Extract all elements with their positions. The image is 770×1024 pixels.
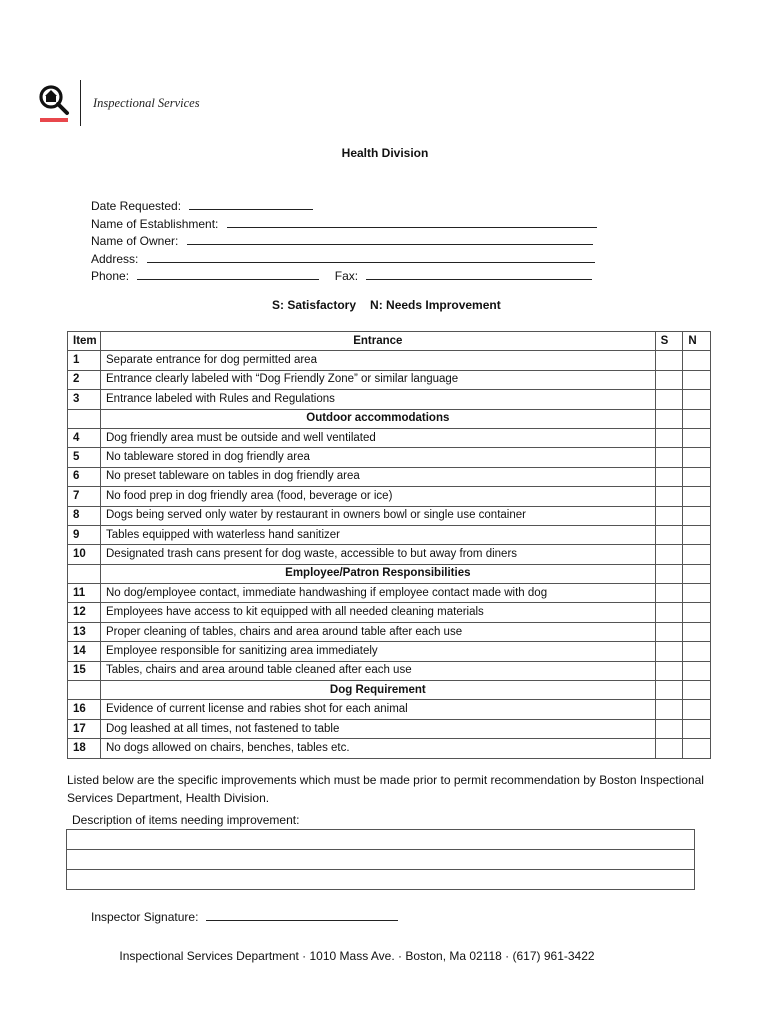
item-description: Designated trash cans present for dog waste, accessible to but away from diners (101, 545, 656, 564)
checklist-row (68, 719, 711, 738)
item-number: 12 (68, 603, 101, 622)
item-number: 5 (68, 448, 101, 467)
needs-improvement-checkbox-cell[interactable] (683, 506, 711, 525)
fax-label: Fax: (334, 269, 359, 283)
checklist-body (68, 332, 711, 759)
n-cell (683, 564, 711, 583)
logo (38, 80, 238, 128)
satisfactory-checkbox-cell[interactable] (655, 351, 683, 370)
item-number: 11 (68, 584, 101, 603)
item-column-header: Item (68, 332, 101, 351)
satisfactory-checkbox-cell[interactable] (655, 661, 683, 680)
item-number: 2 (68, 370, 101, 389)
checklist-row (68, 642, 711, 661)
checklist-row (68, 584, 711, 603)
item-description: Employees have access to kit equipped with all needed cleaning materials (101, 603, 656, 622)
needs-improvement-checkbox-cell[interactable] (683, 545, 711, 564)
empty-cell (68, 409, 101, 428)
owner-line[interactable] (187, 233, 593, 245)
checklist-row (68, 487, 711, 506)
item-number: 1 (68, 351, 101, 370)
satisfactory-checkbox-cell[interactable] (655, 506, 683, 525)
n-column-header: N (683, 332, 711, 351)
item-description: Entrance clearly labeled with “Dog Friendly Zone” or similar language (101, 370, 656, 389)
date-requested-label: Date Requested: (91, 199, 182, 213)
logo-accent-bar (40, 118, 68, 122)
item-number: 17 (68, 719, 101, 738)
address-line[interactable] (147, 251, 595, 263)
item-description: Employee responsible for sanitizing area immediately (101, 642, 656, 661)
satisfactory-checkbox-cell[interactable] (655, 525, 683, 544)
improvement-lines (66, 829, 695, 890)
improvement-line[interactable] (67, 830, 695, 850)
section-title: Entrance (101, 332, 656, 351)
phone-fax-row (91, 268, 597, 286)
checklist-row (68, 700, 711, 719)
signature-line[interactable] (206, 910, 398, 921)
satisfactory-checkbox-cell[interactable] (655, 700, 683, 719)
n-cell (683, 681, 711, 700)
section-header-row (68, 564, 711, 583)
item-number: 18 (68, 739, 101, 758)
document-title: Health Division (341, 146, 429, 160)
item-description: Entrance labeled with Rules and Regulations (101, 390, 656, 409)
satisfactory-checkbox-cell[interactable] (655, 390, 683, 409)
checklist-row (68, 428, 711, 447)
item-description: No tableware stored in dog friendly area (101, 448, 656, 467)
needs-improvement-checkbox-cell[interactable] (683, 739, 711, 758)
satisfactory-checkbox-cell[interactable] (655, 719, 683, 738)
item-number: 4 (68, 428, 101, 447)
needs-improvement-checkbox-cell[interactable] (683, 428, 711, 447)
header-row (68, 332, 711, 351)
needs-improvement-checkbox-cell[interactable] (683, 390, 711, 409)
description-label: Description of items needing improvement: (72, 813, 300, 827)
satisfactory-checkbox-cell[interactable] (655, 584, 683, 603)
rating-legend (272, 298, 501, 312)
s-cell (655, 409, 683, 428)
date-requested-row (91, 198, 597, 216)
signature-label: Inspector Signature: (91, 910, 199, 924)
checklist-row (68, 467, 711, 486)
fax-line[interactable] (366, 268, 592, 280)
establishment-line[interactable] (227, 216, 597, 228)
item-description: No preset tableware on tables in dog friendly area (101, 467, 656, 486)
empty-cell (68, 681, 101, 700)
footer-address: Inspectional Services Department · 1010 Mass Ave. · Boston, Ma 02118 · (617) 961-3422 (119, 949, 595, 963)
legend-satisfactory: S: Satisfactory (272, 298, 357, 312)
establishment-row (91, 216, 597, 234)
item-description: Tables, chairs and area around table cleaned after each use (101, 661, 656, 680)
item-description: Evidence of current license and rabies shot for each animal (101, 700, 656, 719)
item-description: Tables equipped with waterless hand sanitizer (101, 525, 656, 544)
item-number: 13 (68, 622, 101, 641)
needs-improvement-checkbox-cell[interactable] (683, 370, 711, 389)
section-header-row (68, 409, 711, 428)
logo-text: Inspectional Services (93, 96, 200, 110)
establishment-label: Name of Establishment: (91, 216, 219, 231)
satisfactory-checkbox-cell[interactable] (655, 448, 683, 467)
needs-improvement-checkbox-cell[interactable] (683, 719, 711, 738)
item-description: Separate entrance for dog permitted area (101, 351, 656, 370)
needs-improvement-checkbox-cell[interactable] (683, 700, 711, 719)
s-column-header: S (655, 332, 683, 351)
item-description: Dog friendly area must be outside and well ventilated (101, 428, 656, 447)
item-description: Proper cleaning of tables, chairs and area around table after each use (101, 622, 656, 641)
checklist-row (68, 525, 711, 544)
checklist-row (68, 739, 711, 758)
section-header-row (68, 681, 711, 700)
improvement-notice: Listed below are the specific improvements which must be made prior to permit recommendation by Boston Inspectional Services Department, Health Division. (67, 773, 704, 805)
request-fields (91, 198, 597, 286)
satisfactory-checkbox-cell[interactable] (655, 622, 683, 641)
checklist-row (68, 390, 711, 409)
item-description: No dog/employee contact, immediate handwashing if employee contact made with dog (101, 584, 656, 603)
item-number: 15 (68, 661, 101, 680)
item-number: 6 (68, 467, 101, 486)
checklist-row (68, 370, 711, 389)
checklist-row (68, 661, 711, 680)
needs-improvement-checkbox-cell[interactable] (683, 525, 711, 544)
satisfactory-checkbox-cell[interactable] (655, 370, 683, 389)
legend-needs-improvement: N: Needs Improvement (370, 298, 501, 312)
item-description: Dogs being served only water by restaurant in owners bowl or single use container (101, 506, 656, 525)
needs-improvement-checkbox-cell[interactable] (683, 351, 711, 370)
item-number: 8 (68, 506, 101, 525)
item-number: 9 (68, 525, 101, 544)
magnifier-house-icon (38, 80, 72, 124)
owner-label: Name of Owner: (91, 234, 179, 248)
needs-improvement-checkbox-cell[interactable] (683, 467, 711, 486)
owner-row (91, 233, 597, 251)
item-description: No food prep in dog friendly area (food, beverage or ice) (101, 487, 656, 506)
item-number: 10 (68, 545, 101, 564)
item-number: 16 (68, 700, 101, 719)
checklist-row (68, 351, 711, 370)
needs-improvement-checkbox-cell[interactable] (683, 448, 711, 467)
section-title: Employee/Patron Responsibilities (101, 564, 656, 583)
improvement-line[interactable] (67, 870, 695, 890)
checklist-row (68, 622, 711, 641)
satisfactory-checkbox-cell[interactable] (655, 467, 683, 486)
needs-improvement-checkbox-cell[interactable] (683, 622, 711, 641)
item-description: No dogs allowed on chairs, benches, tables etc. (101, 739, 656, 758)
address-row (91, 251, 597, 269)
satisfactory-checkbox-cell[interactable] (655, 739, 683, 758)
satisfactory-checkbox-cell[interactable] (655, 642, 683, 661)
checklist-row (68, 448, 711, 467)
item-description: Dog leashed at all times, not fastened to table (101, 719, 656, 738)
improvement-line[interactable] (67, 850, 695, 870)
phone-label: Phone: (91, 269, 130, 283)
checklist-row (68, 545, 711, 564)
signature-row (91, 910, 398, 924)
needs-improvement-checkbox-cell[interactable] (683, 584, 711, 603)
logo-divider (80, 80, 81, 126)
checklist-row (68, 506, 711, 525)
inspection-checklist (67, 331, 711, 759)
s-cell (655, 681, 683, 700)
date-requested-line[interactable] (189, 198, 313, 210)
satisfactory-checkbox-cell[interactable] (655, 545, 683, 564)
checklist-row (68, 603, 711, 622)
needs-improvement-checkbox-cell[interactable] (683, 661, 711, 680)
s-cell (655, 564, 683, 583)
section-title: Dog Requirement (101, 681, 656, 700)
item-number: 7 (68, 487, 101, 506)
satisfactory-checkbox-cell[interactable] (655, 603, 683, 622)
empty-cell (68, 564, 101, 583)
section-title: Outdoor accommodations (101, 409, 656, 428)
address-label: Address: (91, 251, 139, 266)
satisfactory-checkbox-cell[interactable] (655, 428, 683, 447)
item-number: 3 (68, 390, 101, 409)
needs-improvement-checkbox-cell[interactable] (683, 487, 711, 506)
satisfactory-checkbox-cell[interactable] (655, 487, 683, 506)
item-number: 14 (68, 642, 101, 661)
n-cell (683, 409, 711, 428)
needs-improvement-checkbox-cell[interactable] (683, 642, 711, 661)
needs-improvement-checkbox-cell[interactable] (683, 603, 711, 622)
phone-line[interactable] (137, 268, 319, 280)
